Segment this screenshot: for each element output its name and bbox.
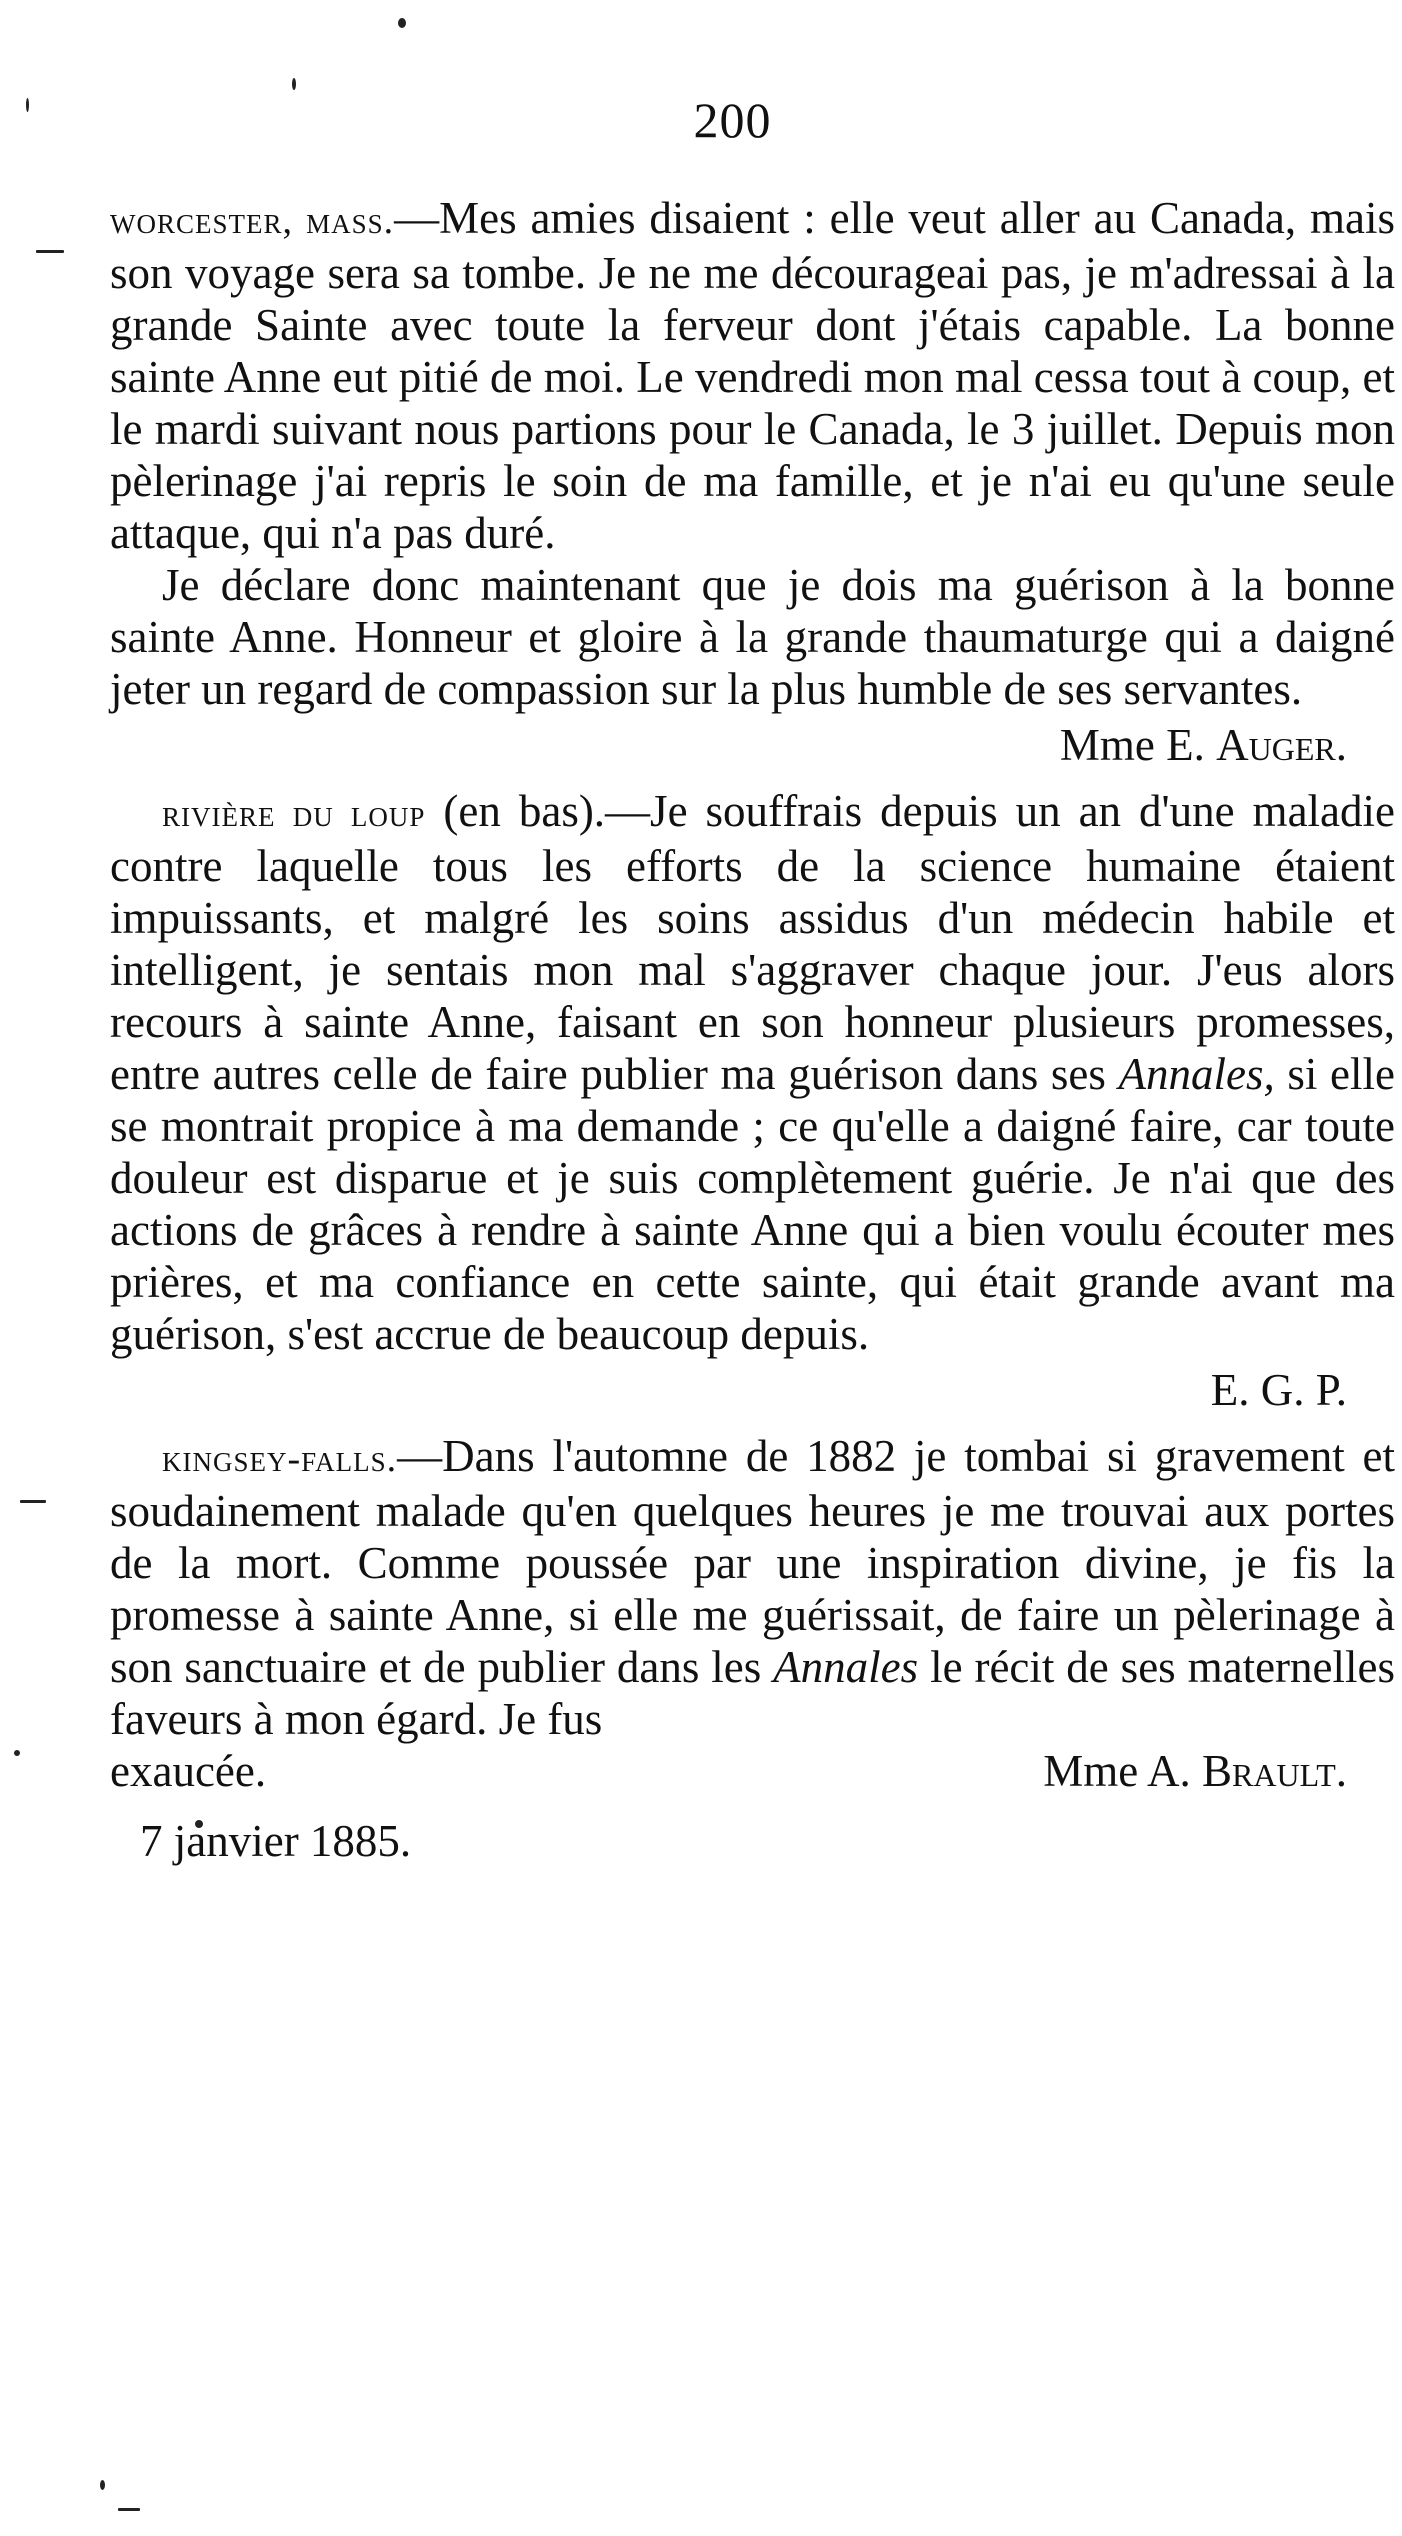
testimony-kingsey-falls <box>110 1430 1395 1745</box>
scan-speck <box>26 98 29 112</box>
signature: E. G. P. <box>1210 1365 1347 1415</box>
testimony-worcester <box>110 192 1395 715</box>
scan-speck <box>118 2508 140 2511</box>
scan-speck <box>100 2480 105 2490</box>
publication-title: Annales <box>773 1642 919 1692</box>
scan-speck <box>398 18 406 28</box>
paragraph <box>110 192 1395 559</box>
paragraph-text: (en bas).—Je souffrais depuis un an d'une maladie contre laquelle tous les efforts de la science humaine étaient impuissants, et malgré les soins assidus d'un médecin habile et intelligent, je sentais mon mal s'aggraver chaque jour. J'eus alors recours à sainte Anne, faisant en son honneur plusieurs promesses, entre autres celle de faire publier ma guérison dans ses <box>110 786 1395 1099</box>
scan-speck <box>14 1750 20 1756</box>
page <box>110 90 1395 1871</box>
paragraph <box>110 785 1395 1360</box>
date: 7 janvier 1885. <box>140 1816 412 1866</box>
place-name: worcester, mass. <box>110 200 395 242</box>
signature-name: Auger. <box>1216 720 1347 770</box>
testimony-riviere-du-loup <box>110 785 1395 1360</box>
paragraph-text: le récit de ses maternelles faveurs à mon égard. Je fus <box>110 1642 1395 1744</box>
page-number: 200 <box>693 92 772 148</box>
place-name: rivière du loup <box>162 793 426 835</box>
publication-title: Annales, <box>1118 1049 1275 1099</box>
place-name: kingsey-falls. <box>162 1438 398 1480</box>
signature-line <box>110 1745 1395 1797</box>
scan-speck <box>20 1500 46 1503</box>
paragraph <box>110 1430 1395 1745</box>
scan-speck <box>292 78 296 90</box>
paragraph-text: si elle se montrait propice à ma demande ; ce qu'elle a daigné faire, car toute douleur est disparue et je suis complètement guérie. Je n'ai que des actions de grâces à rendre à sainte Anne qui a bien voulu écouter mes prières, et ma confiance en cette sainte, qui était grande avant ma guérison, s'est accrue de beaucoup depuis. <box>110 1049 1395 1359</box>
signature <box>110 717 1395 773</box>
signature <box>1043 1745 1395 1797</box>
signature-name: Brault. <box>1202 1746 1347 1796</box>
signature-prefix: Mme E. <box>1059 720 1217 770</box>
signature-prefix: Mme A. <box>1043 1746 1203 1796</box>
closing-word: exaucée. <box>110 1746 267 1796</box>
scan-speck <box>36 250 64 253</box>
paragraph-text: —Mes amies disaient : elle veut aller au Canada, mais son voyage sera sa tombe. Je ne me décourageai pas, je m'adressai à la grande Sainte avec toute la ferveur dont j'étais capable. La bonne sainte Anne eut pitié de moi. Le vendredi mon mal cessa tout à coup, et le mardi suivant nous partions pour le Canada, le 3 juillet. Depuis mon pèlerinage j'ai repris le soin de ma famille, et je n'ai eu qu'une seule attaque, qui n'a pas duré. <box>110 193 1395 558</box>
paragraph-text: —Dans l'automne de 1882 je tombai si gravement et soudainement malade qu'en quelques heures je me trouvai aux portes de la mort. Comme poussée par une inspiration divine, je fis la promesse à sainte Anne, si elle me guérissait, de faire un pèlerinage à son sanctuaire et de publier dans les <box>110 1431 1395 1692</box>
paragraph: Je déclare donc maintenant que je dois ma guérison à la bonne sainte Anne. Honneur et gloire à la grande thaumaturge qui a daigné jeter un regard de compassion sur la plus humble de ses servantes. <box>110 560 1395 714</box>
